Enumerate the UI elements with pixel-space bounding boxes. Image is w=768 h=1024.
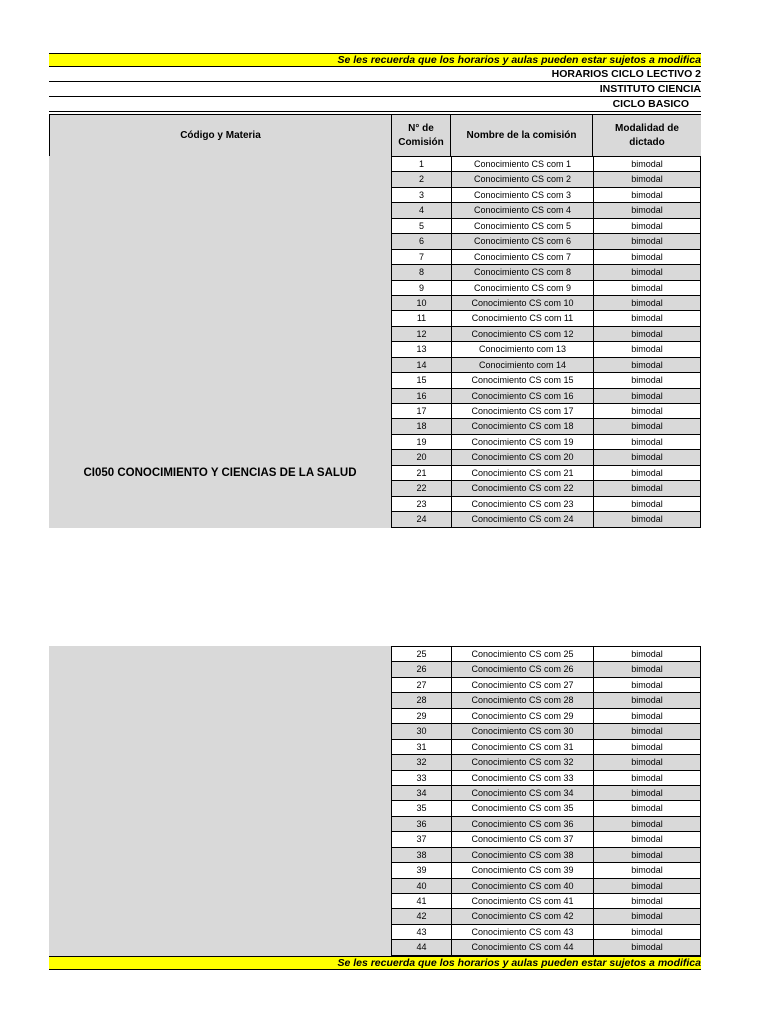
- header-modal-line1: Modalidad de: [615, 122, 679, 134]
- comision-number: 43: [391, 925, 451, 939]
- comision-name: Conocimiento CS com 25: [451, 647, 593, 661]
- table-row: [391, 157, 701, 172]
- notice-text: Se les recuerda que los horarios y aulas pueden estar sujetos a modifica: [337, 54, 701, 66]
- table-row: [391, 879, 701, 894]
- table-row: [391, 419, 701, 434]
- comision-name: Conocimiento CS com 41: [451, 894, 593, 908]
- table-row: [391, 662, 701, 677]
- modalidad-value: bimodal: [593, 863, 701, 877]
- modalidad-value: bimodal: [593, 234, 701, 248]
- table-row: [391, 740, 701, 755]
- comision-number: 41: [391, 894, 451, 908]
- modalidad-value: bimodal: [593, 342, 701, 356]
- modalidad-value: bimodal: [593, 925, 701, 939]
- modalidad-value: bimodal: [593, 724, 701, 738]
- comision-number: 13: [391, 342, 451, 356]
- comision-number: 38: [391, 848, 451, 862]
- comision-name: Conocimiento CS com 33: [451, 771, 593, 785]
- comision-name: Conocimiento CS com 6: [451, 234, 593, 248]
- modalidad-value: bimodal: [593, 373, 701, 387]
- modalidad-value: bimodal: [593, 693, 701, 707]
- comision-name: Conocimiento CS com 28: [451, 693, 593, 707]
- modalidad-value: bimodal: [593, 817, 701, 831]
- table-row: [391, 848, 701, 863]
- comision-number: 17: [391, 404, 451, 418]
- comision-name: Conocimiento CS com 24: [451, 512, 593, 526]
- comision-name: Conocimiento CS com 32: [451, 755, 593, 769]
- comision-name: Conocimiento CS com 40: [451, 879, 593, 893]
- comision-number: 20: [391, 450, 451, 464]
- modalidad-value: bimodal: [593, 481, 701, 495]
- modalidad-value: bimodal: [593, 771, 701, 785]
- modalidad-value: bimodal: [593, 203, 701, 217]
- modalidad-value: bimodal: [593, 327, 701, 341]
- comision-name: Conocimiento CS com 20: [451, 450, 593, 464]
- materia-cell-block1: [49, 156, 391, 528]
- modalidad-value: bimodal: [593, 894, 701, 908]
- comision-name: Conocimiento CS com 18: [451, 419, 593, 433]
- comision-name: Conocimiento CS com 30: [451, 724, 593, 738]
- comision-rows-block2: [391, 646, 701, 956]
- comision-name: Conocimiento CS com 43: [451, 925, 593, 939]
- table-row: [391, 450, 701, 465]
- header-nombre-comision: Nombre de la comisión: [450, 115, 592, 156]
- comision-name: Conocimiento CS com 1: [451, 157, 593, 171]
- comision-name: Conocimiento CS com 9: [451, 281, 593, 295]
- title-text: INSTITUTO CIENCIA: [599, 83, 701, 95]
- table-row: [391, 265, 701, 280]
- comision-number: 11: [391, 311, 451, 325]
- modalidad-value: bimodal: [593, 755, 701, 769]
- modalidad-value: bimodal: [593, 466, 701, 480]
- table-row: [391, 647, 701, 662]
- comision-number: 5: [391, 219, 451, 233]
- table-row: [391, 404, 701, 419]
- comision-number: 35: [391, 801, 451, 815]
- comision-name: Conocimiento CS com 19: [451, 435, 593, 449]
- comision-number: 26: [391, 662, 451, 676]
- comision-number: 36: [391, 817, 451, 831]
- comision-number: 24: [391, 512, 451, 526]
- table-row: [391, 188, 701, 203]
- comision-name: Conocimiento com 13: [451, 342, 593, 356]
- modalidad-value: bimodal: [593, 832, 701, 846]
- comision-name: Conocimiento CS com 27: [451, 678, 593, 692]
- header-materia: Código y Materia: [49, 115, 391, 156]
- notice-text: Se les recuerda que los horarios y aulas pueden estar sujetos a modifica: [337, 957, 701, 969]
- table-row: [391, 832, 701, 847]
- comision-name: Conocimiento CS com 26: [451, 662, 593, 676]
- comision-number: 16: [391, 389, 451, 403]
- table-row: [391, 219, 701, 234]
- table-row: [391, 250, 701, 265]
- table-row: [391, 817, 701, 832]
- comision-number: 6: [391, 234, 451, 248]
- table-row: [391, 358, 701, 373]
- table-row: [391, 281, 701, 296]
- table-row: [391, 693, 701, 708]
- modalidad-value: bimodal: [593, 709, 701, 723]
- table-row: [391, 389, 701, 404]
- comision-name: Conocimiento CS com 22: [451, 481, 593, 495]
- table-row: [391, 497, 701, 512]
- modalidad-value: bimodal: [593, 389, 701, 403]
- comision-number: 34: [391, 786, 451, 800]
- header-num-line1: N° de: [408, 122, 434, 134]
- table-row: [391, 909, 701, 924]
- comision-number: 29: [391, 709, 451, 723]
- comision-number: 44: [391, 940, 451, 954]
- comision-name: Conocimiento CS com 39: [451, 863, 593, 877]
- comision-name: Conocimiento CS com 34: [451, 786, 593, 800]
- comision-number: 42: [391, 909, 451, 923]
- modalidad-value: bimodal: [593, 512, 701, 526]
- modalidad-value: bimodal: [593, 647, 701, 661]
- header-num-comision: [391, 115, 450, 156]
- comision-name: Conocimiento CS com 37: [451, 832, 593, 846]
- modalidad-value: bimodal: [593, 740, 701, 754]
- modalidad-value: bimodal: [593, 265, 701, 279]
- comision-name: Conocimiento CS com 2: [451, 172, 593, 186]
- table-row: [391, 342, 701, 357]
- header-modalidad: [592, 115, 701, 156]
- comision-name: Conocimiento CS com 7: [451, 250, 593, 264]
- table-row: [391, 771, 701, 786]
- comision-number: 2: [391, 172, 451, 186]
- comision-name: Conocimiento CS com 44: [451, 940, 593, 954]
- table-row: [391, 311, 701, 326]
- comision-number: 23: [391, 497, 451, 511]
- modalidad-value: bimodal: [593, 250, 701, 264]
- comision-name: Conocimiento CS com 16: [451, 389, 593, 403]
- table-row: [391, 863, 701, 878]
- title-line-ciclo: [49, 97, 701, 112]
- modalidad-value: bimodal: [593, 940, 701, 954]
- comision-number: 39: [391, 863, 451, 877]
- table-row: [391, 481, 701, 496]
- comision-name: Conocimiento CS com 8: [451, 265, 593, 279]
- table-row: [391, 172, 701, 187]
- title-line-horarios: [49, 67, 701, 82]
- modalidad-value: bimodal: [593, 801, 701, 815]
- modalidad-value: bimodal: [593, 879, 701, 893]
- modalidad-value: bimodal: [593, 172, 701, 186]
- comision-name: Conocimiento CS com 35: [451, 801, 593, 815]
- table-row: [391, 512, 701, 527]
- modalidad-value: bimodal: [593, 404, 701, 418]
- modalidad-value: bimodal: [593, 157, 701, 171]
- comision-number: 8: [391, 265, 451, 279]
- modalidad-value: bimodal: [593, 419, 701, 433]
- comision-number: 22: [391, 481, 451, 495]
- table-row: [391, 678, 701, 693]
- table-row: [391, 435, 701, 450]
- comision-number: 7: [391, 250, 451, 264]
- title-text: HORARIOS CICLO LECTIVO 2: [551, 68, 701, 80]
- comision-number: 3: [391, 188, 451, 202]
- comision-number: 19: [391, 435, 451, 449]
- comision-name: Conocimiento CS com 21: [451, 466, 593, 480]
- comision-number: 37: [391, 832, 451, 846]
- modalidad-value: bimodal: [593, 358, 701, 372]
- comision-name: Conocimiento CS com 31: [451, 740, 593, 754]
- comision-number: 4: [391, 203, 451, 217]
- notice-banner-top: [49, 53, 701, 67]
- comision-number: 33: [391, 771, 451, 785]
- header-num-line2: Comisión: [398, 136, 444, 148]
- table-row: [391, 940, 701, 955]
- title-line-instituto: [49, 82, 701, 97]
- comision-number: 30: [391, 724, 451, 738]
- comision-name: Conocimiento CS com 42: [451, 909, 593, 923]
- comision-name: Conocimiento CS com 29: [451, 709, 593, 723]
- modalidad-value: bimodal: [593, 281, 701, 295]
- table-header: [49, 114, 701, 156]
- comision-name: Conocimiento com 14: [451, 358, 593, 372]
- comision-name: Conocimiento CS com 11: [451, 311, 593, 325]
- comision-number: 31: [391, 740, 451, 754]
- table-row: [391, 466, 701, 481]
- comision-number: 40: [391, 879, 451, 893]
- materia-name: CI050 CONOCIMIENTO Y CIENCIAS DE LA SALUD: [83, 467, 357, 479]
- modalidad-value: bimodal: [593, 311, 701, 325]
- header-modal-line2: dictado: [629, 136, 665, 148]
- modalidad-value: bimodal: [593, 219, 701, 233]
- table-row: [391, 234, 701, 249]
- comision-number: 14: [391, 358, 451, 372]
- title-text: CICLO BASICO: [612, 98, 689, 110]
- comision-name: Conocimiento CS com 3: [451, 188, 593, 202]
- comision-number: 27: [391, 678, 451, 692]
- table-row: [391, 709, 701, 724]
- materia-cell-block2: [49, 646, 391, 956]
- modalidad-value: bimodal: [593, 662, 701, 676]
- modalidad-value: bimodal: [593, 188, 701, 202]
- table-row: [391, 724, 701, 739]
- comision-name: Conocimiento CS com 17: [451, 404, 593, 418]
- modalidad-value: bimodal: [593, 296, 701, 310]
- modalidad-value: bimodal: [593, 786, 701, 800]
- table-row: [391, 925, 701, 940]
- comision-number: 15: [391, 373, 451, 387]
- table-row: [391, 801, 701, 816]
- table-row: [391, 203, 701, 218]
- table-row: [391, 327, 701, 342]
- comision-number: 10: [391, 296, 451, 310]
- table-row: [391, 894, 701, 909]
- modalidad-value: bimodal: [593, 435, 701, 449]
- comision-name: Conocimiento CS com 15: [451, 373, 593, 387]
- notice-banner-bottom: [49, 956, 701, 970]
- table-row: [391, 786, 701, 801]
- comision-name: Conocimiento CS com 36: [451, 817, 593, 831]
- comision-number: 28: [391, 693, 451, 707]
- comision-name: Conocimiento CS com 5: [451, 219, 593, 233]
- comision-number: 1: [391, 157, 451, 171]
- modalidad-value: bimodal: [593, 678, 701, 692]
- comision-number: 9: [391, 281, 451, 295]
- modalidad-value: bimodal: [593, 450, 701, 464]
- comision-number: 32: [391, 755, 451, 769]
- modalidad-value: bimodal: [593, 497, 701, 511]
- modalidad-value: bimodal: [593, 909, 701, 923]
- table-row: [391, 755, 701, 770]
- comision-number: 18: [391, 419, 451, 433]
- comision-name: Conocimiento CS com 4: [451, 203, 593, 217]
- table-row: [391, 373, 701, 388]
- comision-number: 25: [391, 647, 451, 661]
- modalidad-value: bimodal: [593, 848, 701, 862]
- comision-name: Conocimiento CS com 23: [451, 497, 593, 511]
- comision-name: Conocimiento CS com 38: [451, 848, 593, 862]
- comision-number: 21: [391, 466, 451, 480]
- table-row: [391, 296, 701, 311]
- comision-rows-block1: [391, 156, 701, 528]
- comision-name: Conocimiento CS com 12: [451, 327, 593, 341]
- comision-number: 12: [391, 327, 451, 341]
- comision-name: Conocimiento CS com 10: [451, 296, 593, 310]
